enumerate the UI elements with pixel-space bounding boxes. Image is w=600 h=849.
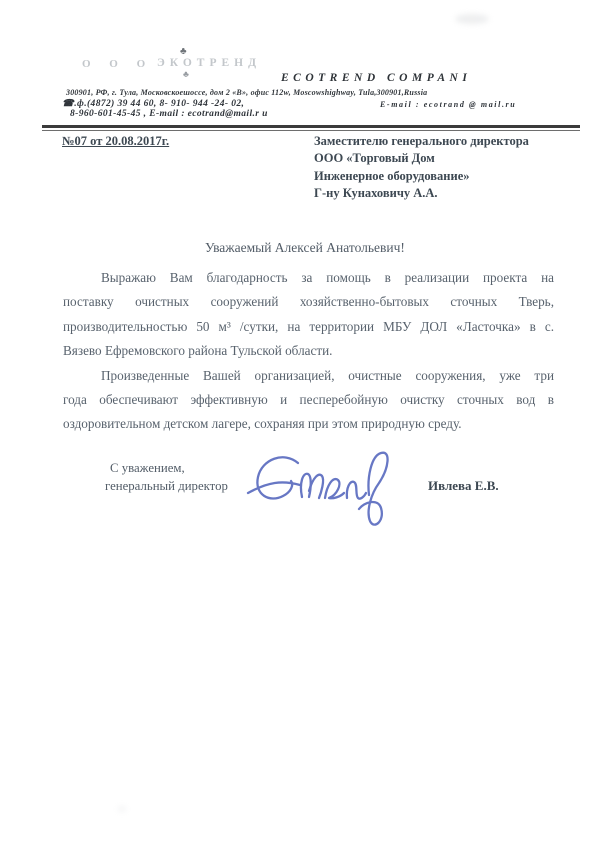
phone-numbers: .ф.(4872) 39 44 60, 8- 910- 944 -24- 02, <box>74 99 245 109</box>
closing-title: генеральный директор <box>105 479 228 493</box>
paragraph-line: Произведенные Вашей организацией, очистные сооружения, уже три <box>101 367 554 383</box>
paragraph-line: года обеспечивают эффективную и песперебойную очистку сточных вод в <box>63 392 554 408</box>
scan-smudge <box>455 14 489 24</box>
recipient-line: ООО «Торговый Дом <box>314 151 435 166</box>
signatory-name: Ивлева Е.В. <box>428 478 499 493</box>
paragraph-line: производительностью 50 м³ /сутки, на территории МБУ ДОЛ «Ласточка» в с. <box>63 318 554 334</box>
signature-autograph <box>240 441 420 541</box>
recipient-block <box>314 133 529 202</box>
email-address: E-mail : ecotrand @ mail.ru <box>380 100 517 109</box>
logo-clover-icon: ♣ <box>183 69 189 79</box>
recipient-line: Г-ну Кунаховичу А.А. <box>314 185 438 200</box>
paragraph-line: оздоровительном детском лагере, сохраняя при этом природную среду. <box>63 416 462 432</box>
reference-number: №07 от 20.08.2017г. <box>62 134 170 148</box>
header-divider <box>42 125 580 131</box>
recipient-line: Заместителю генерального директора <box>314 134 529 148</box>
letter-body <box>63 266 554 437</box>
phone-fax-line <box>62 98 244 109</box>
logo-ooo-text: О О О <box>82 58 154 70</box>
paragraph-line: Вязево Ефремовского района Тульской области. <box>63 343 333 359</box>
logo-clover-icon: ♣ <box>180 46 187 57</box>
company-address: 300901, РФ, г. Тула, Московскоешоссе, дом 2 «В», офис 112w, Moscowshighway, Tula,300901,Russia <box>66 88 428 97</box>
salutation: Уважаемый Алексей Анатольевич! <box>205 240 405 255</box>
recipient-line: Инженерное оборудование» <box>314 168 470 183</box>
phone-icon: ☎ <box>62 99 75 109</box>
closing-regards: С уважением, <box>110 461 185 475</box>
company-name: ECOTREND COMPANI <box>281 72 472 84</box>
phone-email-line: 8-960-601-45-45 , E-mail : ecotrand@mail.r u <box>70 109 268 119</box>
paragraph-line: Выражаю Вам благодарность за помощь в реализации проекта на <box>101 270 554 285</box>
logo-brand-text: ЭКОТРЕНД <box>157 57 262 69</box>
paragraph-line: поставку очистных сооружений хозяйственно-бытовых сточных Тверь, <box>63 294 554 310</box>
scan-smudge <box>118 806 126 812</box>
